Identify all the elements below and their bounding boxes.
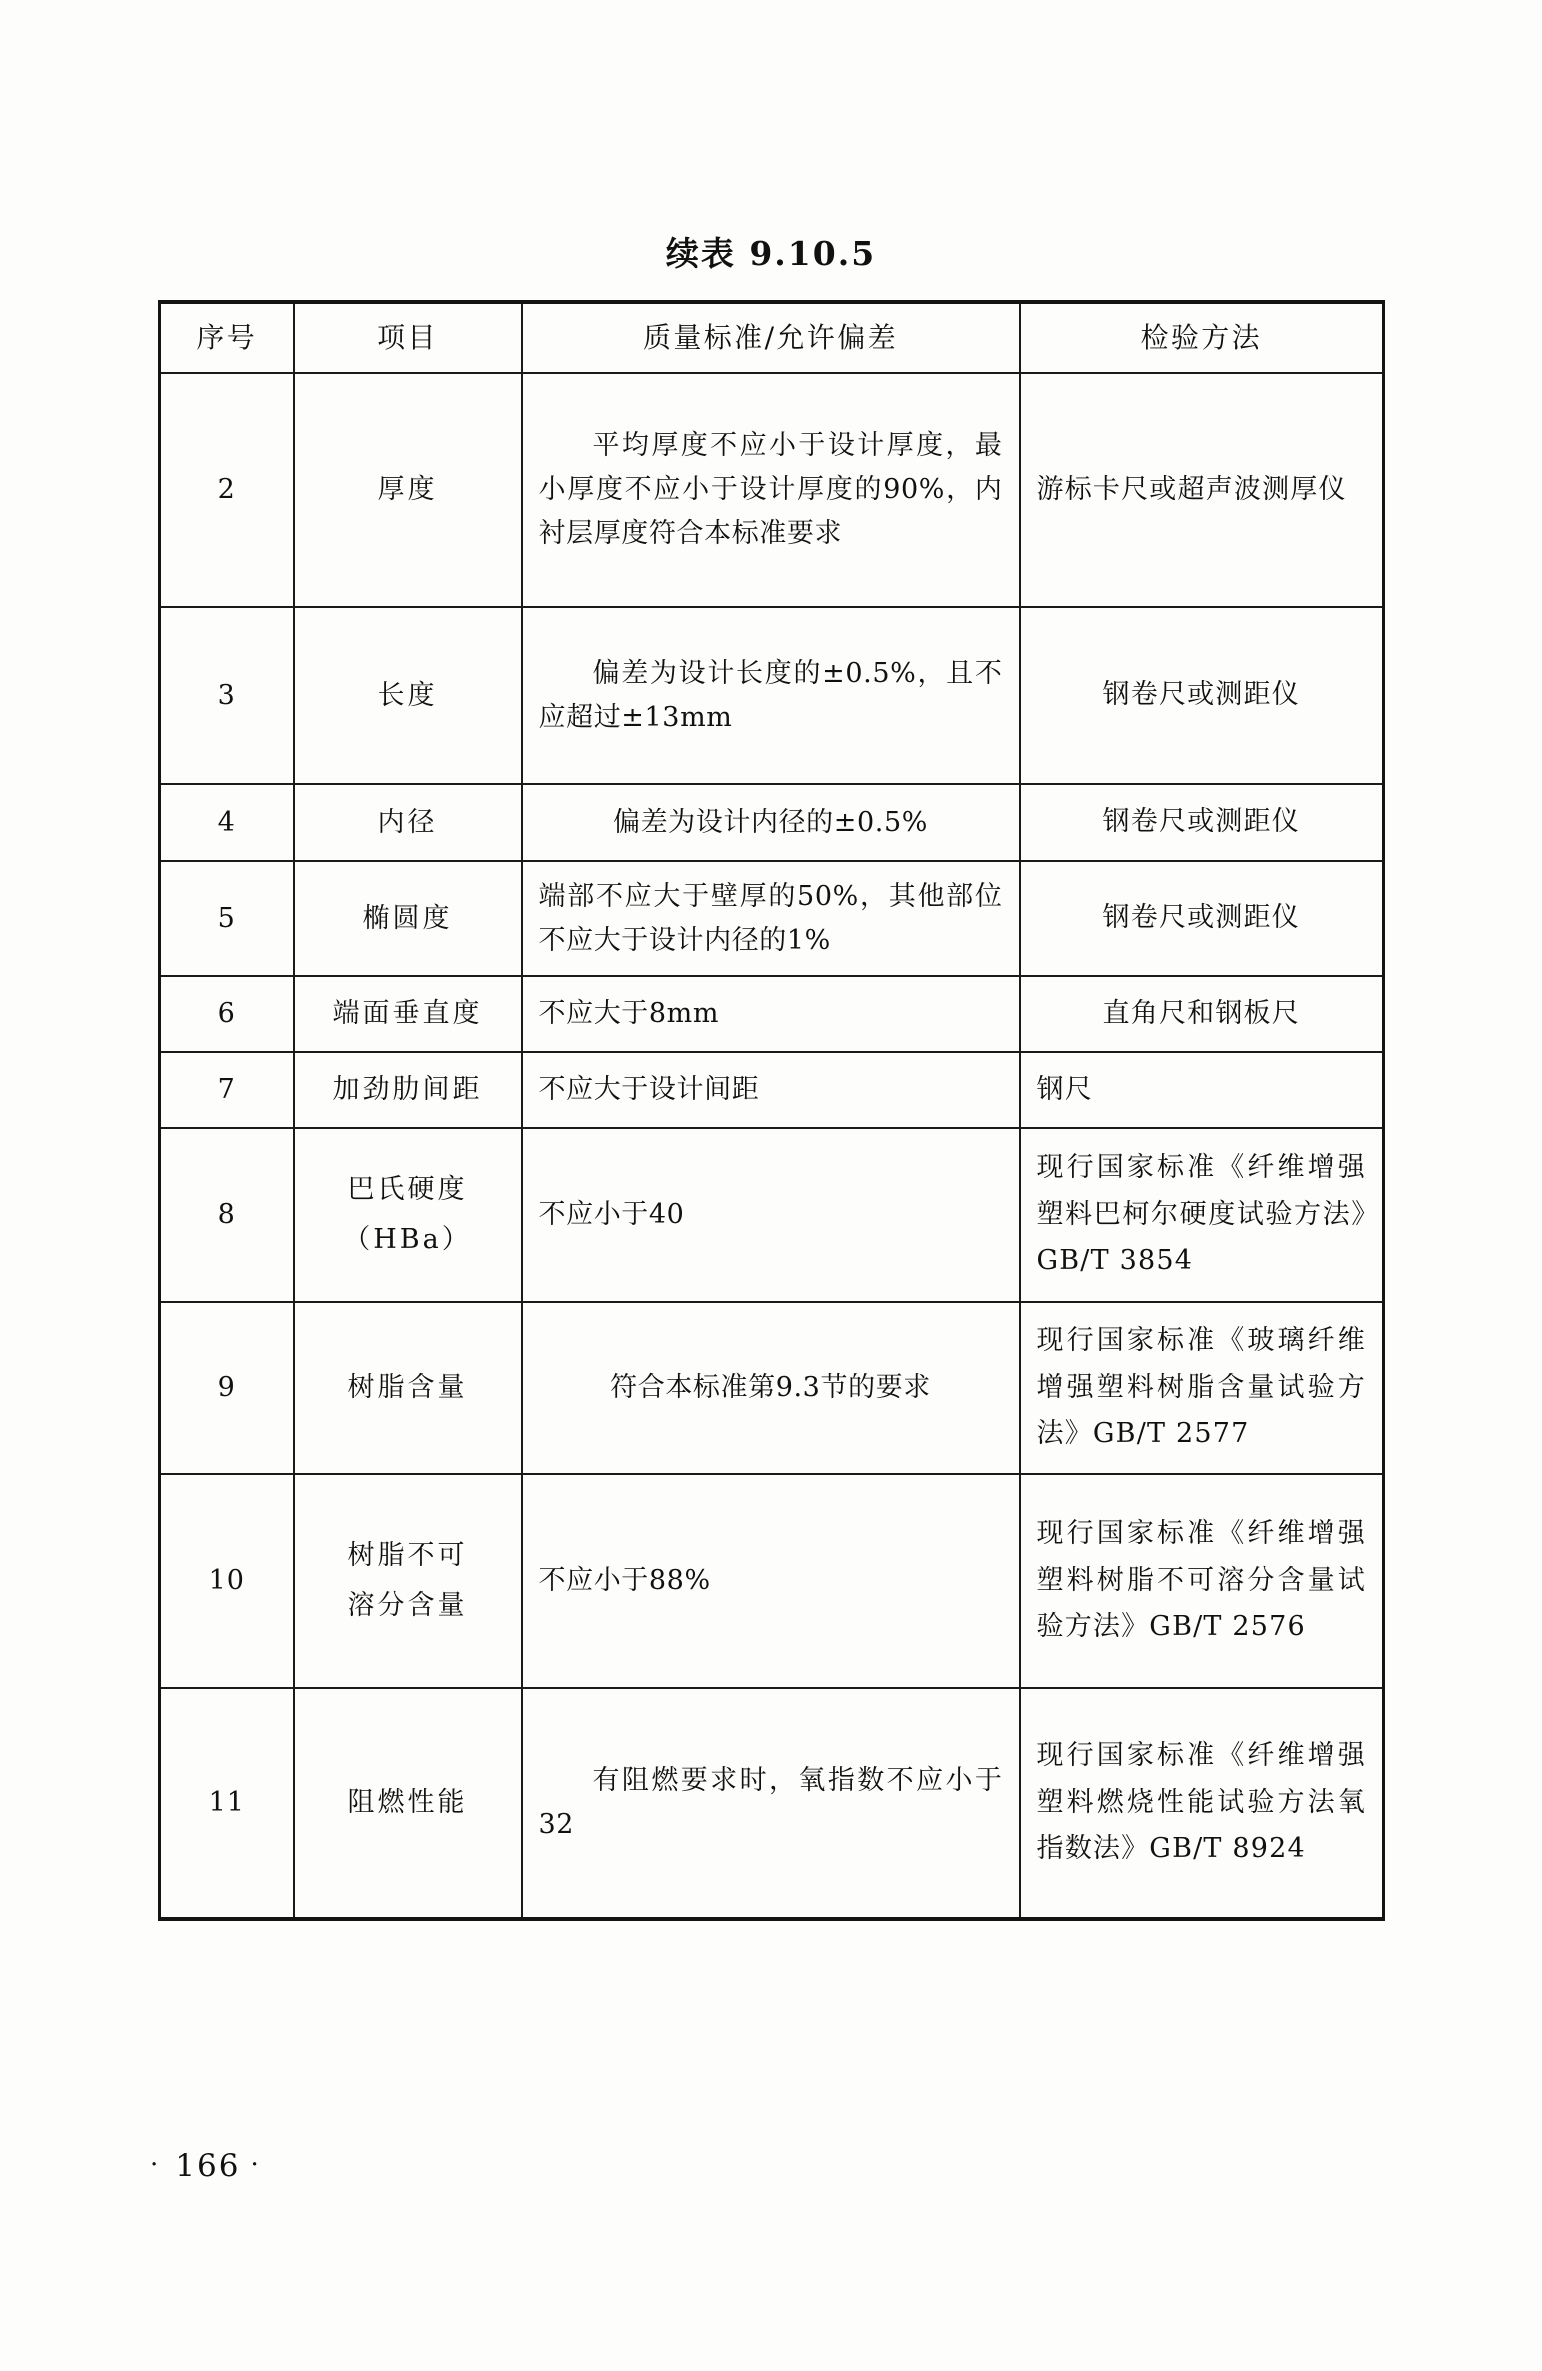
row-item-value: 长度 [377, 679, 438, 711]
row-method-cell [1020, 1302, 1384, 1474]
table-header-row [160, 302, 1384, 373]
row-method-cell [1020, 784, 1384, 861]
row-no-value: 7 [217, 1074, 236, 1106]
row-no-cell [160, 784, 294, 861]
row-no-value: 6 [217, 998, 236, 1030]
row-item-value: 椭圆度 [362, 902, 453, 934]
row-method-cell [1020, 1688, 1384, 1919]
row-standard-cell [522, 784, 1020, 861]
row-no-value: 9 [217, 1372, 236, 1403]
table-row [160, 1052, 1384, 1128]
row-standard-value: 端部不应大于壁厚的50%，其他部位不应大于设计内径的1% [538, 880, 1003, 956]
row-standard-cell [522, 373, 1020, 607]
row-method-cell [1020, 1128, 1384, 1302]
row-standard-value: 符合本标准第9.3节的要求 [610, 1372, 931, 1403]
row-no-value: 8 [217, 1199, 236, 1230]
table-row [160, 607, 1384, 784]
row-item-cell [294, 1128, 522, 1302]
column-header-method-label: 检验方法 [1140, 321, 1263, 355]
row-no-value: 11 [208, 1787, 245, 1818]
page-folio [150, 2148, 266, 2184]
row-standard-cell [522, 607, 1020, 784]
row-standard-cell [522, 976, 1020, 1052]
row-no-value: 2 [217, 474, 236, 506]
table-row [160, 1128, 1384, 1302]
row-standard-value: 有阻燃要求时，氧指数不应小于32 [538, 1765, 1003, 1840]
row-no-cell [160, 861, 294, 976]
row-item-value: 端面垂直度 [332, 998, 483, 1029]
row-method-value: 钢卷尺或测距仪 [1102, 679, 1300, 711]
table-row [160, 784, 1384, 861]
row-item-value: 加劲肋间距 [332, 1073, 483, 1105]
row-item-value-line2: （HBa） [343, 1223, 472, 1255]
row-method-cell [1020, 976, 1384, 1052]
row-method-value: 直角尺和钢板尺 [1102, 997, 1300, 1029]
row-standard-value: 不应大于8mm [538, 998, 720, 1030]
row-method-value: 现行国家标准《玻璃纤维增强塑料树脂含量试验方法》GB/T 2577 [1036, 1325, 1366, 1450]
table-row [160, 861, 1384, 976]
row-method-cell [1020, 1052, 1384, 1128]
row-standard-cell [522, 1302, 1020, 1474]
page-number: 166 [175, 2148, 241, 2184]
row-no-cell [160, 1128, 294, 1302]
row-item-value: 树脂含量 [347, 1371, 468, 1403]
row-item-value: 厚度 [377, 474, 438, 506]
row-method-cell [1020, 1474, 1384, 1688]
row-method-value: 现行国家标准《纤维增强塑料巴柯尔硬度试验方法》GB/T 3854 [1036, 1152, 1366, 1277]
folio-left-mark: · [150, 2149, 166, 2180]
row-standard-cell [522, 861, 1020, 976]
table-row [160, 1302, 1384, 1474]
row-standard-value: 不应大于设计间距 [538, 1074, 760, 1106]
row-item-cell [294, 607, 522, 784]
row-item-cell [294, 373, 522, 607]
spec-table [158, 300, 1385, 1921]
row-method-value: 钢卷尺或测距仪 [1102, 902, 1300, 934]
row-item-value-line1: 树脂不可 [347, 1539, 468, 1571]
column-header-no-label: 序号 [196, 321, 258, 355]
row-item-cell [294, 976, 522, 1052]
row-standard-cell [522, 1052, 1020, 1128]
row-item-cell [294, 784, 522, 861]
table-row [160, 373, 1384, 607]
row-standard-value: 不应小于88% [538, 1565, 711, 1596]
row-method-cell [1020, 607, 1384, 784]
row-method-value: 游标卡尺或超声波测厚仪 [1036, 473, 1347, 505]
row-no-value: 10 [208, 1565, 245, 1596]
row-no-value: 3 [217, 679, 236, 711]
row-item-cell [294, 1052, 522, 1128]
row-standard-value: 偏差为设计长度的±0.5%，且不应超过±13mm [538, 657, 1003, 733]
table-row [160, 1688, 1384, 1919]
row-method-value: 现行国家标准《纤维增强塑料树脂不可溶分含量试验方法》GB/T 2576 [1036, 1518, 1366, 1643]
row-item-cell [294, 1688, 522, 1919]
folio-right-mark: · [250, 2149, 266, 2180]
row-item-value-line2: 溶分含量 [347, 1589, 468, 1621]
row-no-cell [160, 1474, 294, 1688]
row-method-value: 钢尺 [1036, 1073, 1093, 1105]
row-method-cell [1020, 861, 1384, 976]
row-standard-cell [522, 1688, 1020, 1919]
row-item-value: 内径 [377, 806, 438, 838]
row-standard-value: 不应小于40 [538, 1199, 685, 1230]
spec-table-container [158, 300, 1382, 1921]
column-header-item [294, 302, 522, 373]
column-header-method [1020, 302, 1384, 373]
row-standard-cell [522, 1128, 1020, 1302]
column-header-item-label: 项目 [377, 321, 438, 355]
table-row [160, 976, 1384, 1052]
row-method-value: 钢卷尺或测距仪 [1102, 806, 1300, 838]
row-item-cell [294, 861, 522, 976]
row-no-cell [160, 1302, 294, 1474]
row-no-cell [160, 976, 294, 1052]
table-row [160, 1474, 1384, 1688]
row-standard-value: 偏差为设计内径的±0.5% [612, 806, 929, 838]
row-standard-value: 平均厚度不应小于设计厚度，最小厚度不应小于设计厚度的90%，内衬层厚度符合本标准要求 [538, 430, 1003, 549]
row-item-cell [294, 1302, 522, 1474]
row-no-value: 5 [217, 902, 236, 934]
row-no-value: 4 [217, 806, 236, 838]
page-title: 续表 9.10.5 [665, 234, 877, 273]
row-no-cell [160, 373, 294, 607]
row-no-cell [160, 607, 294, 784]
row-item-value-line1: 巴氏硬度 [347, 1173, 468, 1205]
row-item-value: 阻燃性能 [347, 1786, 468, 1818]
row-method-cell [1020, 373, 1384, 607]
column-header-standard-label: 质量标准/允许偏差 [642, 321, 899, 355]
column-header-no [160, 302, 294, 373]
row-standard-cell [522, 1474, 1020, 1688]
column-header-standard [522, 302, 1020, 373]
row-method-value: 现行国家标准《纤维增强塑料燃烧性能试验方法氧指数法》GB/T 8924 [1036, 1740, 1366, 1865]
row-no-cell [160, 1052, 294, 1128]
row-item-cell [294, 1474, 522, 1688]
row-no-cell [160, 1688, 294, 1919]
